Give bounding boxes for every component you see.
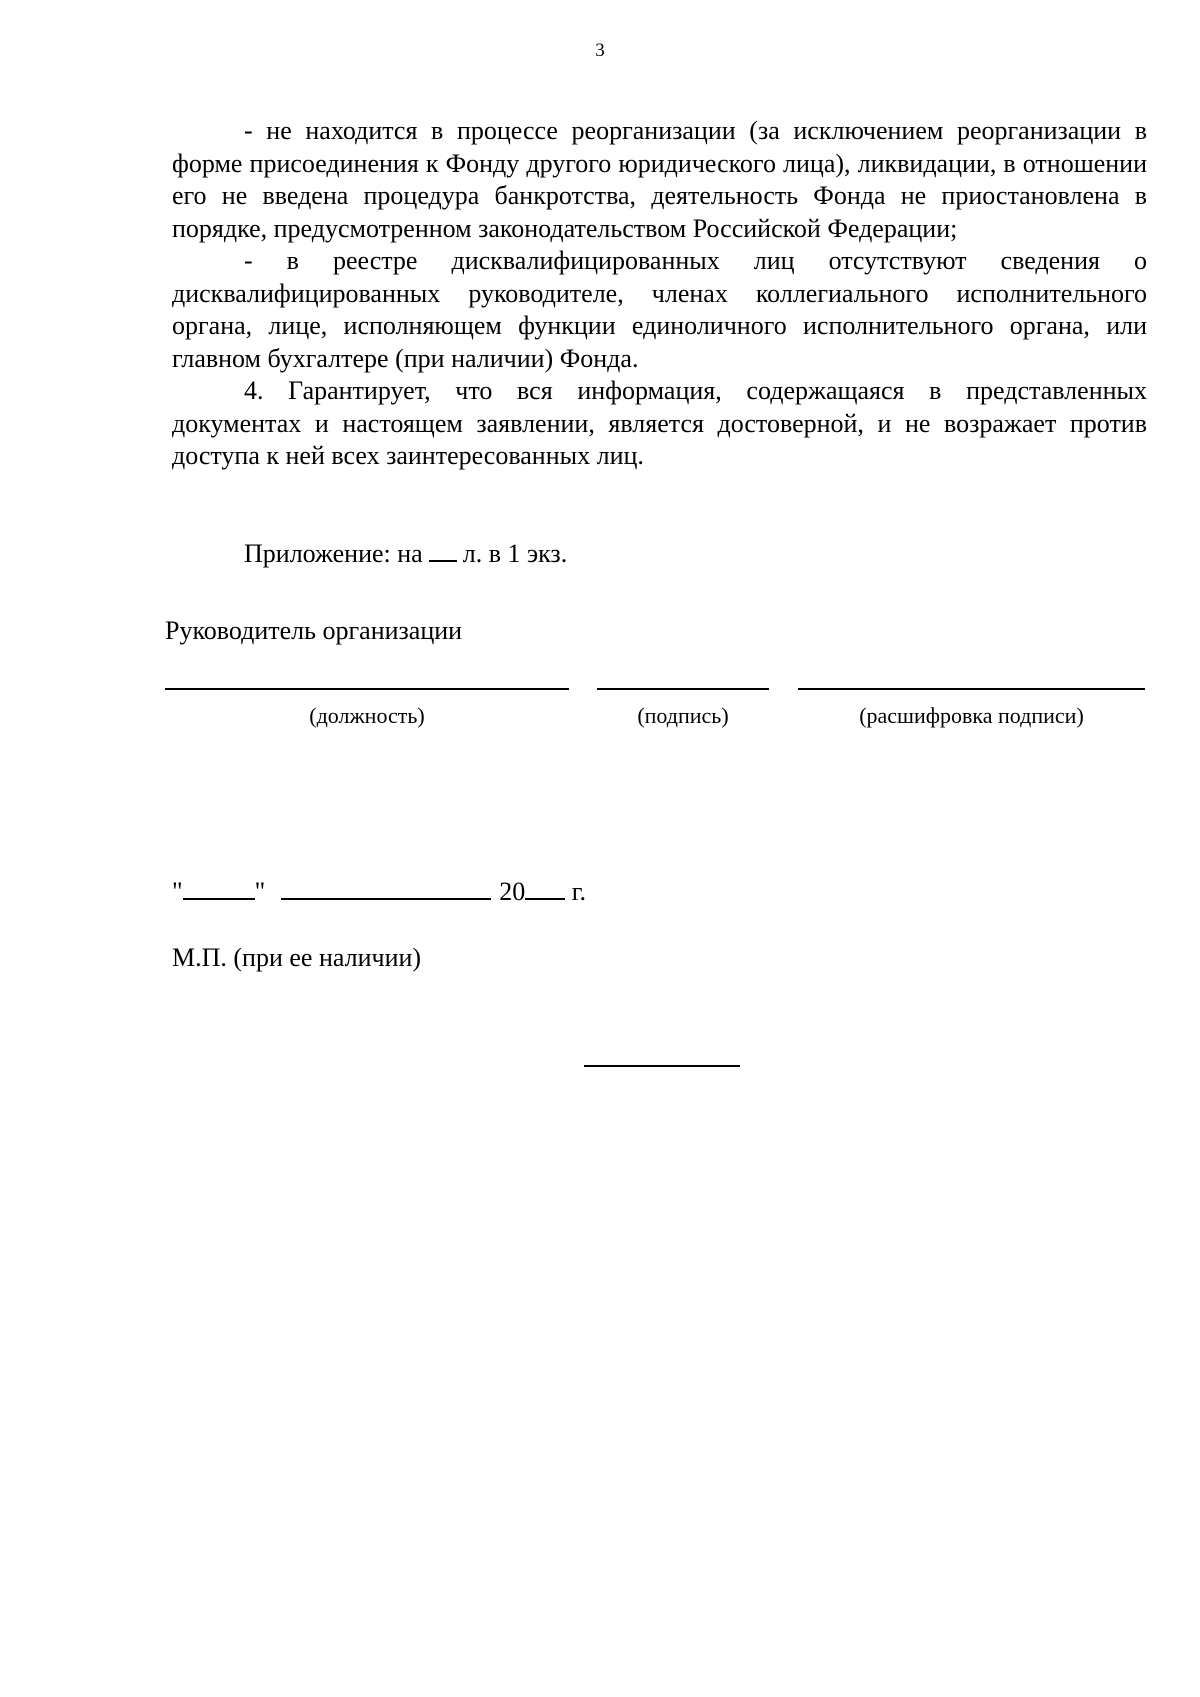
date-year-prefix: 20 bbox=[499, 877, 526, 906]
appendix-pages-blank[interactable] bbox=[429, 538, 457, 562]
appendix-suffix: л. в 1 экз. bbox=[462, 539, 568, 568]
position-caption: (должность) bbox=[309, 703, 425, 728]
date-month-blank[interactable] bbox=[281, 876, 491, 900]
paragraph-disqualified-registry: - в реестре дисквалифицированных лиц отсутствуют сведения о дисквалифицированных руководителе, членах коллегиального исполнительного органа, лице, исполняющем функции единоличного исполнительного органа, или главном бухгалтере (при наличии) Фонда. bbox=[172, 246, 1147, 373]
paragraph-reorganization: - не находится в процессе реорганизации (за исключением реорганизации в форме присоединения к Фонду другого юридического лица), ликвидации, в отношении его не введена процедура банкротства, деятельность Фонда не приостановлена в порядке, предусмотренном законодательством Российской Федерации; bbox=[172, 116, 1147, 243]
signature-blank-line[interactable] bbox=[597, 688, 769, 690]
head-of-organization-label: Руководитель организации bbox=[165, 616, 463, 645]
position-blank-line[interactable] bbox=[165, 688, 569, 690]
date-year-blank[interactable] bbox=[525, 876, 565, 900]
page-number: 3 bbox=[595, 40, 605, 61]
stamp-label: М.П. (при ее наличии) bbox=[172, 943, 422, 972]
signature-caption: (подпись) bbox=[637, 703, 729, 728]
appendix-prefix: Приложение: на bbox=[244, 539, 423, 568]
date-day-blank[interactable] bbox=[183, 876, 255, 900]
date-year-suffix: г. bbox=[571, 877, 586, 906]
transcript-blank-line[interactable] bbox=[798, 688, 1145, 690]
date-open-quote: " bbox=[172, 877, 183, 906]
date-close-quote: " bbox=[254, 877, 266, 906]
transcript-caption: (расшифровка подписи) bbox=[859, 703, 1084, 728]
date-line bbox=[172, 876, 586, 908]
end-of-document-rule bbox=[584, 1065, 740, 1067]
body-text bbox=[172, 115, 1147, 473]
appendix-line bbox=[244, 538, 567, 570]
paragraph-guarantee: 4. Гарантирует, что вся информация, содержащаяся в представленных документах и настоящем заявлении, является достоверной, и не возражает против доступа к ней всех заинтересованных лиц. bbox=[172, 376, 1147, 470]
